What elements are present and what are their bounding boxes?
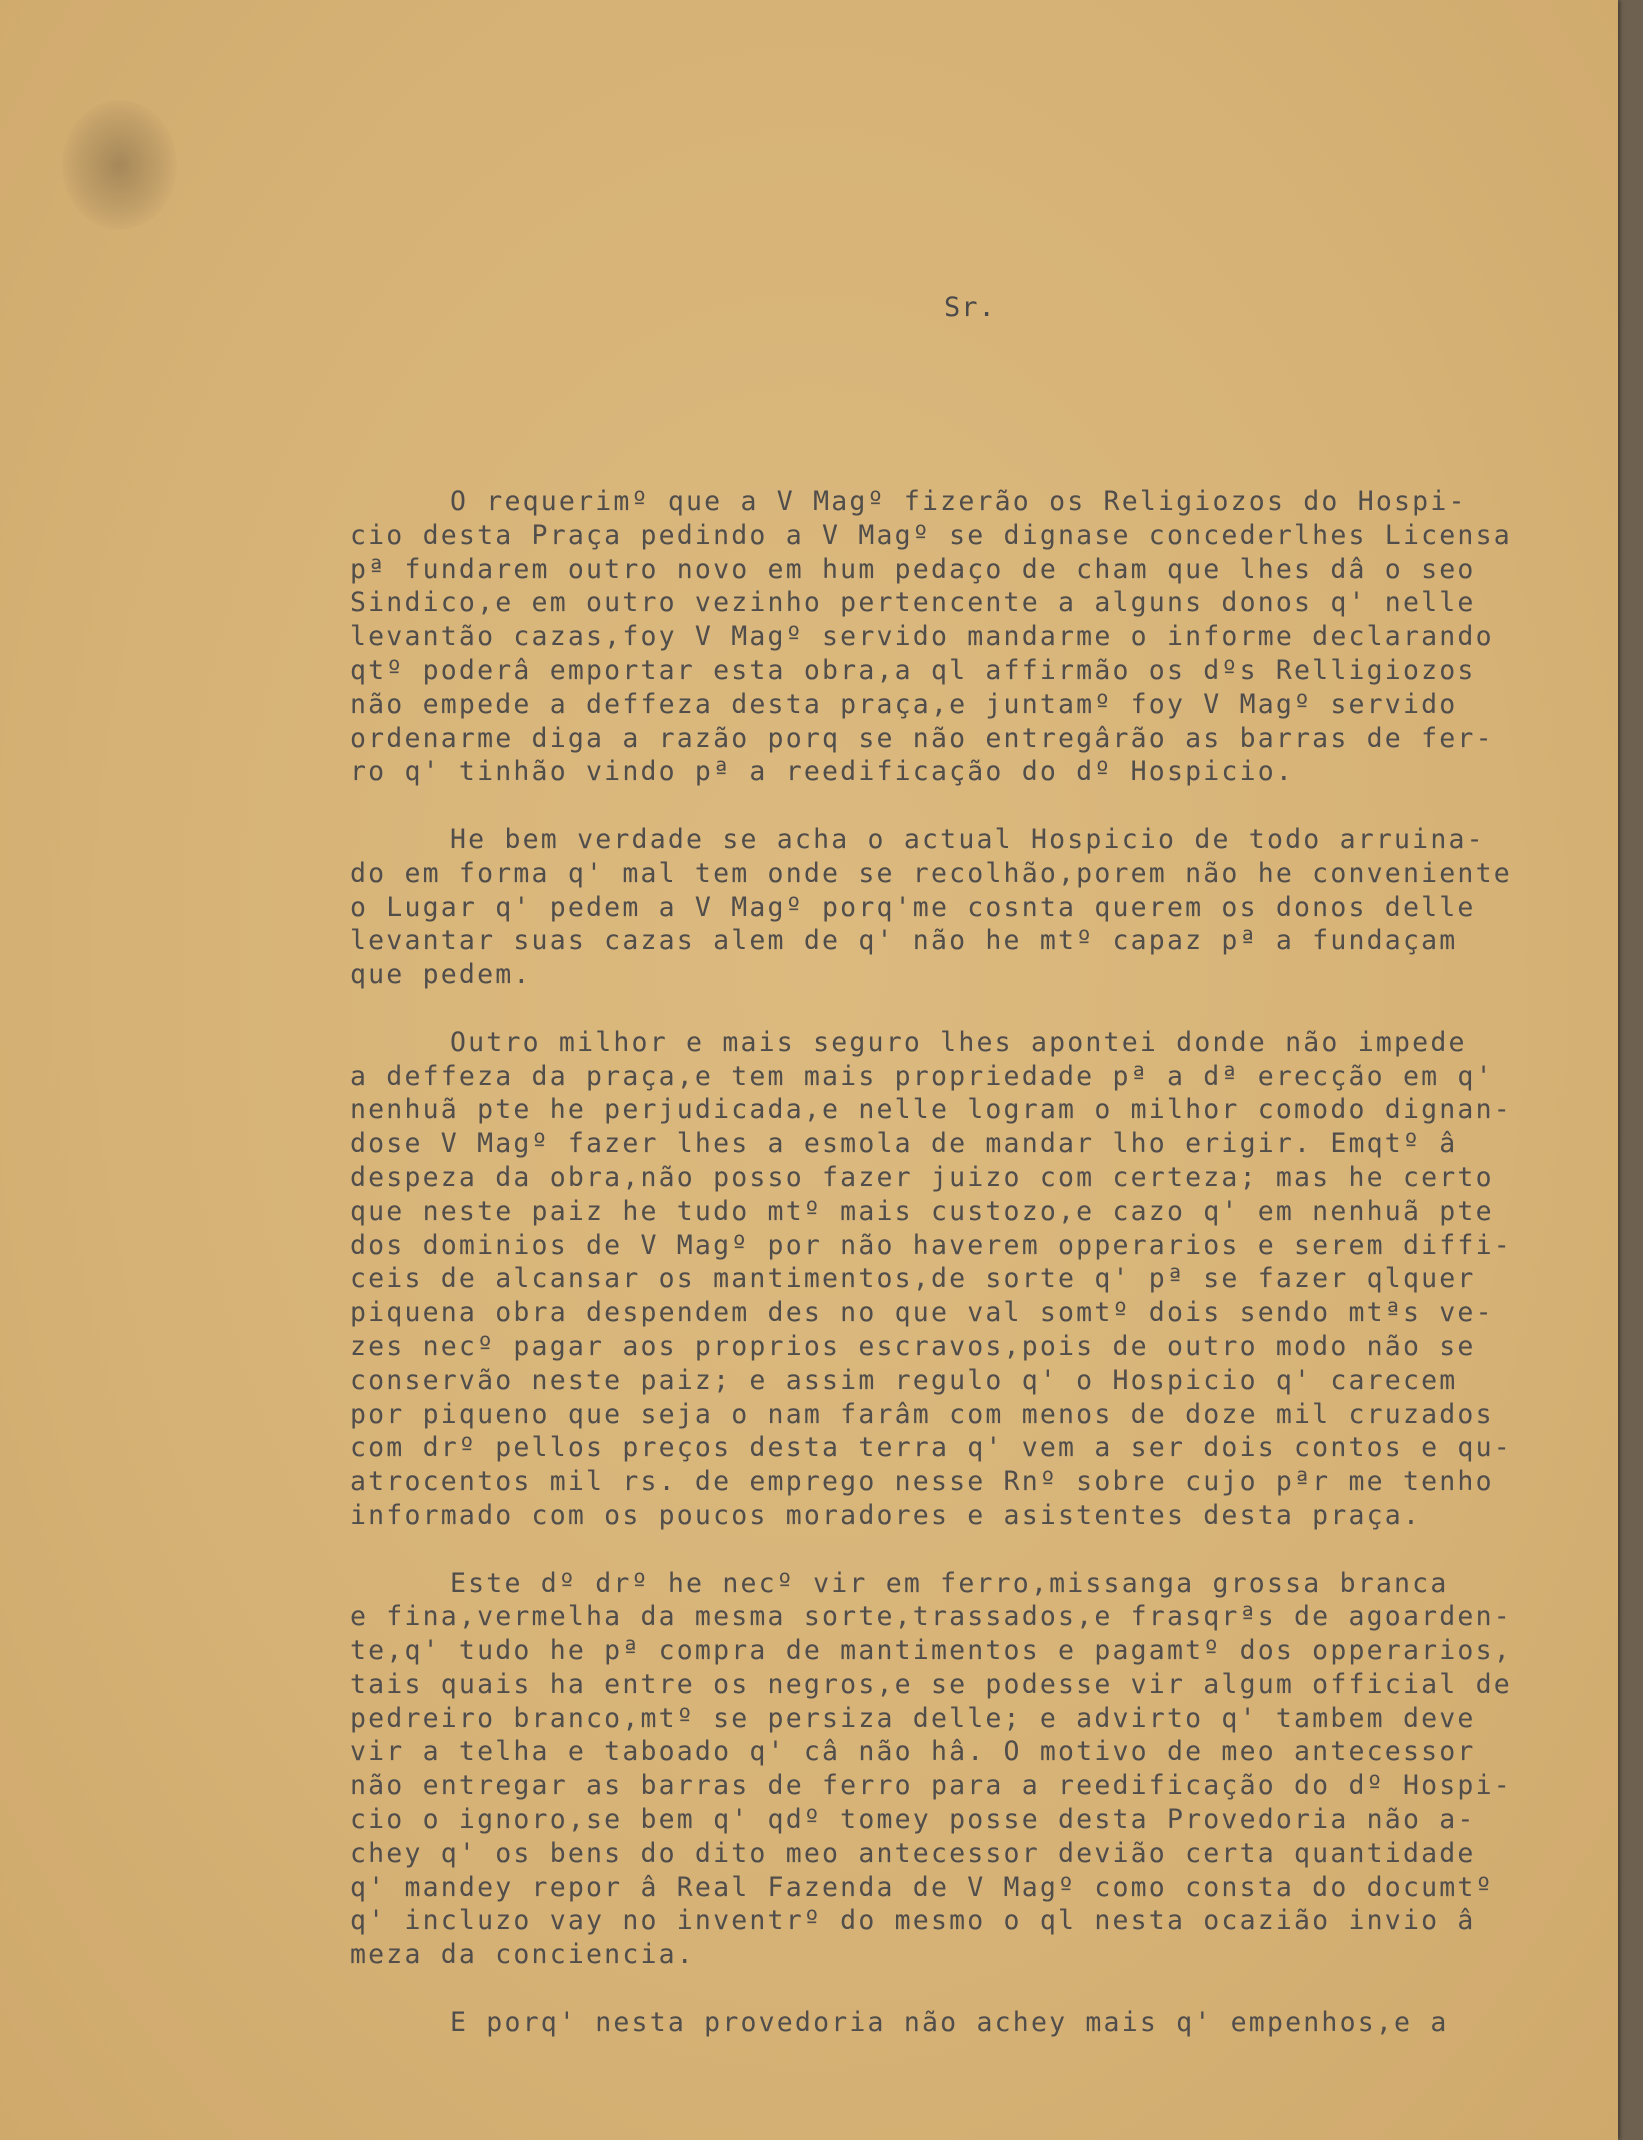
letter-body (350, 485, 1620, 2040)
text-line: nenhuã pte he perjudicada,e nelle logram o milhor comodo dignan- (350, 1094, 1512, 1126)
text-line: Outro milhor e mais seguro lhes apontei donde não impede (450, 1026, 1467, 1058)
text-line: cio desta Praça pedindo a V Magº se dignase concederlhes Licensa (350, 519, 1512, 551)
text-line: Sindico,e em outro vezinho pertencente a alguns donos q' nelle (350, 587, 1476, 619)
text-line: ro q' tinhão vindo pª a reedificação do dº Hospicio. (350, 756, 1295, 788)
text-line: que neste paiz he tudo mtº mais custozo,e cazo q' em nenhuã pte (350, 1195, 1494, 1227)
text-line: dos dominios de V Magº por não haverem opperarios e serem diffi- (350, 1229, 1512, 1261)
text-line: O requerimº que a V Magº fizerão os Religiozos do Hospi- (450, 486, 1467, 517)
text-line: dose V Magº fazer lhes a esmola de mandar lho erigir. Emqtº â (350, 1128, 1458, 1160)
text-line: zes necº pagar aos proprios escravos,pois de outro modo não se (350, 1330, 1476, 1362)
text-line: despeza da obra,não posso fazer juizo com certeza; mas he certo (350, 1161, 1494, 1193)
text-line: meza da conciencia. (350, 1939, 695, 1971)
paper-stain (62, 100, 177, 230)
text-line: atrocentos mil rs. de emprego nesse Rnº sobre cujo pªr me tenho (350, 1466, 1494, 1498)
text-line: q' incluzo vay no inventrº do mesmo o ql nesta ocazião invio â (350, 1905, 1476, 1937)
text-line: informado com os poucos moradores e asistentes desta praça. (350, 1499, 1422, 1531)
text-line: vir a telha e taboado q' câ não hâ. O motivo de meo antecessor (350, 1736, 1476, 1768)
text-line: por piqueno que seja o nam farâm com menos de doze mil cruzados (350, 1398, 1494, 1430)
text-line: pedreiro branco,mtº se persiza delle; e advirto q' tambem deve (350, 1702, 1476, 1734)
text-line: levantão cazas,foy V Magº servido mandarme o informe declarando (350, 621, 1494, 653)
text-line: He bem verdade se acha o actual Hospicio de todo arruina- (450, 823, 1485, 855)
text-line: o Lugar q' pedem a V Magº porq'me cosnta querem os donos delle (350, 891, 1476, 923)
text-line: chey q' os bens do dito meo antecessor devião certa quantidade (350, 1837, 1476, 1869)
text-line: não empede a deffeza desta praça,e juntamº foy V Magº servido (350, 688, 1458, 720)
text-line: cio o ignoro,se bem q' qdº tomey posse desta Provedoria não a- (350, 1804, 1476, 1836)
text-line: conservão neste paiz; e assim regulo q' o Hospicio q' carecem (350, 1364, 1458, 1396)
text-line: com drº pellos preços desta terra q' vem a ser dois contos e qu- (350, 1432, 1512, 1464)
text-line: a deffeza da praça,e tem mais propriedade pª a dª erecção em q' (350, 1060, 1494, 1092)
text-line: não entregar as barras de ferro para a reedificação do dº Hospi- (350, 1770, 1512, 1802)
text-line: E porq' nesta provedoria não achey mais q' empenhos,e a (450, 2006, 1449, 2038)
text-line: que pedem. (350, 959, 532, 991)
text-line: qtº poderâ emportar esta obra,a ql affirmão os dºs Relligiozos (350, 654, 1476, 686)
text-line: do em forma q' mal tem onde se recolhão,porem não he conveniente (350, 857, 1512, 889)
salutation: Sr. (944, 292, 996, 323)
text-line: ordenarme diga a razão porq se não entregârão as barras de fer- (350, 722, 1494, 754)
text-line: ceis de alcansar os mantimentos,de sorte q' pª se fazer qlquer (350, 1263, 1476, 1295)
text-line: tais quais ha entre os negros,e se podesse vir algum official de (350, 1668, 1512, 1700)
text-line: pª fundarem outro novo em hum pedaço de cham que lhes dâ o seo (350, 553, 1476, 585)
text-line: e fina,vermelha da mesma sorte,trassados,e frasqrªs de agoarden- (350, 1601, 1512, 1633)
text-line: Este dº drº he necº vir em ferro,missanga grossa branca (450, 1567, 1449, 1599)
text-line: q' mandey repor â Real Fazenda de V Magº como consta do documtº (350, 1871, 1494, 1903)
text-line: piquena obra despendem des no que val somtº dois sendo mtªs ve- (350, 1297, 1494, 1329)
text-line: te,q' tudo he pª compra de mantimentos e pagamtº dos opperarios, (350, 1635, 1512, 1667)
text-line: levantar suas cazas alem de q' não he mtº capaz pª a fundaçam (350, 925, 1458, 957)
